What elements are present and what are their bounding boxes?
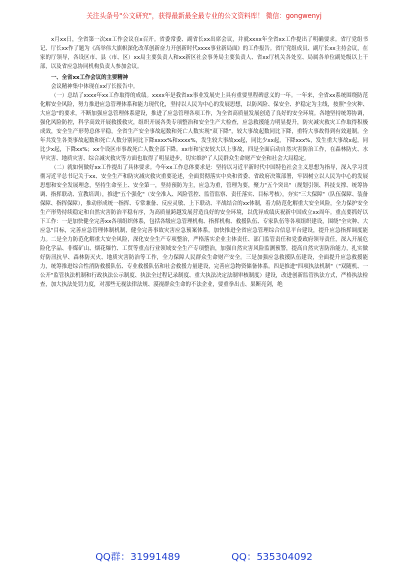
qq-group-link[interactable]: QQ群：31991489	[95, 552, 181, 563]
intro-paragraph: x月xx日，全省第一次xx工作会议在x召开。省委常委、副省长xx出席会议，并就xxxx年全省xx工作提出了明确要求。省厅党组书记、厅长xx作了题为《高举伟大旗帜深化改革创新奋力开创新时代xxxx事业新局面》的工作报告。省厅党组成员、副厅长xx主持会议，在家的厅领导，各设区市、县（市、区）xx局主要负责人和xx新区社会事务局主要负责人、省xx厅机关各处室、局属各单位副处级以上干部，以及省应急协同机构负责人参加会议。	[40, 37, 368, 70]
document-body	[40, 36, 368, 290]
promo-banner: 关注头条号"公文研究"，获得最新最全最专业的公文资料库！ 微信：gongwenyj	[86, 12, 322, 20]
qq-contact-link[interactable]: QQ：535304092	[231, 552, 313, 563]
section-intro-paragraph: 会议精神集中体现在xx厅长报告中。	[51, 84, 139, 90]
requirements-paragraph: （二）就如何做好xx工作提出了具体要求。今年xx工作总体要求是：坚持以习近平新时代中国特色社会主义思想为指导，深入学习贯彻习近平总书记关于xx、安全生产和防灾减灾救灾重要论述，全面贯彻落实中央和省委、省政府决策部署，牢固树立以人民为中心的发展思想和安全发展理念，坚持生命至上、安全第一，坚持预防为主，应急为重，管理为要，聚力"五个突出"（规划引领、科技支撑、统筹协调、指挥联动、宣教培训），推进"五个强化"（安全准入、风险管控、监管监察、责任落实、目标考核），夯实"三大保障"（队伍保障、装备保障、指挥保障），推动形成统一指挥、专常兼备、反应灵敏、上下联动、平战结合的xx体制，着力防范化解重大安全风险，全力保护安全生产形势持续稳定和自然灾害防治平稳有序，为高质量跨越发展营造良好的安全环境，以优异成绩庆祝新中国成立xx周年。重点要抓好以下工作：一是加快健全完善xx各项组织体系，包括各级应急管理机构、指挥机构、救援队伍、专家队伍等各项组织建设，围绕"全灾种、大应急"目标，完善应急管理体制机制，健全完善事故灾害应急预案体系，加快推进全省应急管理综合信息平台建设，提升应急指挥调度能力。二是全力防范化解重大安全风险，深化安全生产专项整治，严格落实企业主体责任、部门监管责任和党委政府领导责任，深入开展危险化学品、非煤矿山、烟花爆竹、工贸等重点行业领域安全生产专项整治，加强自然灾害风险监测预警，提高自然灾害防治能力，扎实做好防汛抗旱、森林防灭火、地质灾害防治等工作，全力保障人民群众生命财产安全。三是加强应急救援队伍建设，全面提升应急救援能力，统筹推进综合性消防救援队伍、专业救援队伍和社会救援力量建设，完善应急物资储备体系。四是推进"四项执法机制"（"双随机、一公开"监管执法机制和行政执法公示制度、执法全过程记录制度、重大执法决定法制审核制度）建设，改进创新监管执法方式，严格执法检查，加大执法处罚力度，对那些无视法律法规、漠视群众生命的不法企业，要重拳出击、果断亮剑，绝	[40, 165, 368, 288]
achievements-paragraph: （一）总结了xxxx年xx工作取得的成绩。xxxx年是我省xx事业发展史上具有重要里程碑意义的一年。一年来，全省xx系统围绕防范化解安全风险，努力推进应急管理体系和能力现代化，坚持以人民为中心的发展思想，以防风险、保安全、护稳定为主线，按照"全灾种、大应急"的要求，不断加强应急管理体系建设，推进了应急管理各项工作，为全省高质量发展创造了良好的安全环境。各地坚持统筹协调，强化风险防控，科学高效开展救援救灾，组织开展各类专项整治和安全生产大检查，应急救援能力明显提升，防灾减灾救灾工作取得积极成效，安全生产形势总体平稳，全省生产安全事故起数和死亡人数实现"双下降"，较大事故起数同比下降，重特大事故得到有效遏制。全年共发生各类事故起数和死亡人数分别同比下降xxxx%和xxxx%，发生较大事故xx起，同比少xx起，下降xxx%，发生重大事故x起，同比少x起，下降xx%；xx个设区市事故死亡人数全部下降。xx市和宝安较大以上事故，四是全面启动自然灾害防治工作，在森林防火、水旱灾害、地质灾害、综合减灾救灾等方面也取得了明显进步，切实维护了人民群众生命财产安全和社会大局稳定。	[40, 93, 368, 162]
contact-footer	[0, 552, 408, 564]
section-heading-1: 一、全省xx工作会议的主要精神	[51, 75, 129, 81]
